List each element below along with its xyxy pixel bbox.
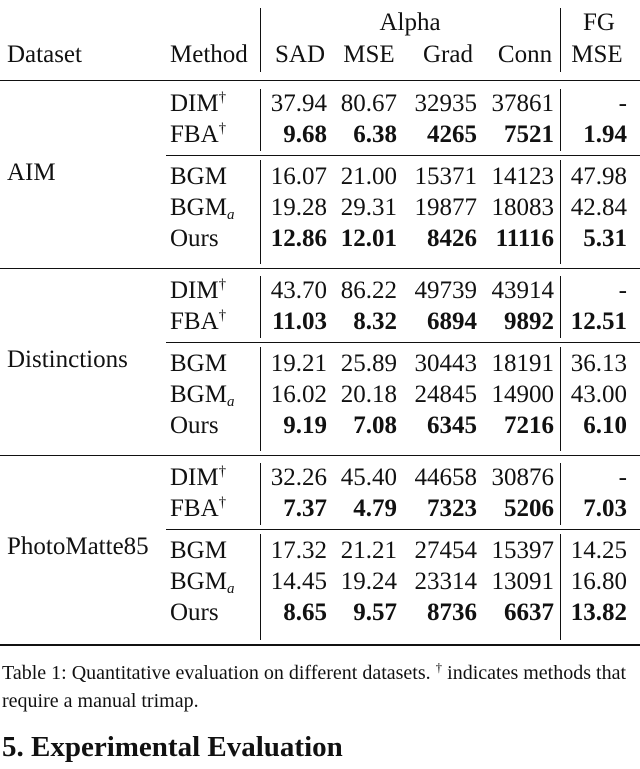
metric-cell: 15371: [414, 163, 477, 190]
metric-cell: -: [618, 277, 627, 304]
group-inner-rule: [166, 342, 640, 343]
method-name: BGM: [170, 381, 227, 408]
metric-cell: 9.57: [353, 599, 397, 626]
header-divider-right: [560, 8, 561, 72]
table-bottom-rule: [0, 644, 640, 646]
metric-cell: 27454: [414, 537, 477, 564]
metric-cell: 14.45: [270, 568, 327, 595]
metric-cell: 6.10: [583, 412, 627, 439]
method-cell: [170, 494, 226, 524]
metric-cell: 9.68: [283, 121, 327, 148]
metric-cell: 37.94: [270, 90, 327, 117]
metric-cell: 9892: [504, 308, 554, 335]
metric-cell: 6.38: [353, 121, 397, 148]
header-alpha-group: Alpha: [379, 9, 441, 36]
metric-cell: 19.28: [270, 194, 327, 221]
method-subscript: a: [226, 580, 235, 597]
metric-cell: 8.32: [353, 308, 397, 335]
metric-cell: 7323: [427, 495, 477, 522]
header-bottom-rule: [0, 80, 640, 81]
metric-cell: 5206: [504, 495, 554, 522]
trimap-dagger-mark: †: [218, 463, 227, 480]
metric-cell: 43.00: [570, 381, 627, 408]
metric-cell: 17.32: [270, 537, 327, 564]
metric-cell: 42.84: [570, 194, 627, 221]
method-name: FBA: [170, 308, 219, 335]
method-cell: [170, 307, 226, 337]
method-cell: [170, 349, 227, 379]
method-subscript: a: [226, 206, 235, 223]
metric-cell: 6637: [504, 599, 554, 626]
metric-cell: 43914: [491, 277, 554, 304]
header-metric-mse: MSE: [343, 41, 395, 68]
metric-cell: 45.40: [340, 464, 397, 491]
metric-cell: 23314: [414, 568, 477, 595]
method-cell: [170, 162, 227, 192]
method-name: BGM: [170, 163, 227, 190]
metric-cell: 12.86: [270, 225, 327, 252]
metric-cell: 7.03: [583, 495, 627, 522]
header-metric-sad: SAD: [274, 41, 325, 68]
metric-cell: 36.13: [570, 350, 627, 377]
method-cell: [170, 536, 227, 566]
metric-cell: 19.24: [340, 568, 397, 595]
header-dataset: Dataset: [7, 41, 82, 68]
metric-cell: 14.25: [570, 537, 627, 564]
metric-cell: 7216: [504, 412, 554, 439]
dataset-label: PhotoMatte85: [7, 533, 149, 560]
method-name: FBA: [170, 121, 219, 148]
caption-suffix: indicates methods that require a manual trimap.: [2, 662, 627, 712]
method-name: BGM: [170, 568, 227, 595]
method-name: Ours: [170, 412, 219, 439]
trimap-dagger-mark: †: [218, 307, 227, 324]
method-cell: [170, 120, 226, 150]
metric-cell: 1.94: [583, 121, 627, 148]
method-name: Ours: [170, 225, 219, 252]
metric-cell: 80.67: [340, 90, 397, 117]
metric-cell: 29.31: [340, 194, 397, 221]
method-name: Ours: [170, 599, 219, 626]
method-name: DIM: [170, 464, 219, 491]
metric-cell: 49739: [414, 277, 477, 304]
metric-cell: 11.03: [272, 308, 327, 335]
metric-cell: 16.80: [570, 568, 627, 595]
metric-cell: 21.00: [340, 163, 397, 190]
metric-cell: 20.18: [340, 381, 397, 408]
metric-cell: 6345: [427, 412, 477, 439]
metric-cell: 7521: [504, 121, 554, 148]
metric-cell: 32935: [414, 90, 477, 117]
method-cell: [170, 276, 226, 306]
metric-cell: 14900: [491, 381, 554, 408]
metric-cell: 19877: [414, 194, 477, 221]
metric-cell: 18083: [491, 194, 554, 221]
metric-cell: 16.07: [270, 163, 327, 190]
metric-cell: 32.26: [270, 464, 327, 491]
metric-cell: 8426: [427, 225, 477, 252]
metric-cell: 12.51: [570, 308, 627, 335]
header-metric-grad: Grad: [423, 41, 473, 68]
method-cell: [170, 380, 234, 410]
group-separator-rule: [0, 268, 640, 269]
method-cell: [170, 411, 219, 441]
metric-cell: 8736: [427, 599, 477, 626]
header-metric-conn: Conn: [497, 41, 553, 68]
metric-cell: 18191: [491, 350, 554, 377]
method-cell: [170, 598, 219, 628]
dataset-label: Distinctions: [7, 346, 128, 373]
metric-cell: 9.19: [283, 412, 327, 439]
header-divider-left: [260, 8, 261, 72]
metric-cell: 7.08: [353, 412, 397, 439]
trimap-dagger-mark: †: [218, 494, 227, 511]
method-cell: [170, 567, 234, 597]
metric-cell: 4.79: [353, 495, 397, 522]
method-name: DIM: [170, 90, 219, 117]
metric-cell: 6894: [427, 308, 477, 335]
metric-cell: 24845: [414, 381, 477, 408]
trimap-dagger-mark: †: [218, 89, 227, 106]
metric-cell: 86.22: [340, 277, 397, 304]
method-cell: [170, 193, 234, 223]
metric-cell: 16.02: [270, 381, 327, 408]
method-name: BGM: [170, 194, 227, 221]
method-name: DIM: [170, 277, 219, 304]
header-metric-fg-mse: MSE: [571, 41, 623, 68]
header-method: Method: [170, 41, 248, 68]
metric-cell: -: [618, 90, 627, 117]
group-inner-rule: [166, 529, 640, 530]
metric-cell: 13.82: [570, 599, 627, 626]
caption-dagger: †: [435, 659, 443, 675]
trimap-dagger-mark: †: [218, 120, 227, 137]
method-subscript: a: [226, 393, 235, 410]
method-cell: [170, 224, 219, 254]
metric-cell: 14123: [491, 163, 554, 190]
method-name: BGM: [170, 537, 227, 564]
metric-cell: 15397: [491, 537, 554, 564]
method-name: FBA: [170, 495, 219, 522]
method-name: BGM: [170, 350, 227, 377]
metric-cell: 43.70: [270, 277, 327, 304]
metric-cell: 11116: [495, 225, 554, 252]
metric-cell: 13091: [491, 568, 554, 595]
metric-cell: 19.21: [270, 350, 327, 377]
metric-cell: 30443: [414, 350, 477, 377]
group-separator-rule: [0, 455, 640, 456]
metric-cell: 8.65: [283, 599, 327, 626]
metric-cell: 44658: [414, 464, 477, 491]
trimap-dagger-mark: †: [218, 276, 227, 293]
metric-cell: 25.89: [340, 350, 397, 377]
metric-cell: 21.21: [340, 537, 397, 564]
metric-cell: 5.31: [583, 225, 627, 252]
metric-cell: 47.98: [570, 163, 627, 190]
metric-cell: 4265: [427, 121, 477, 148]
metric-cell: 37861: [491, 90, 554, 117]
section-heading: 5. Experimental Evaluation: [2, 731, 343, 763]
table-caption: [2, 659, 638, 715]
dataset-label: AIM: [7, 159, 56, 186]
metric-cell: 12.01: [340, 225, 397, 252]
method-cell: [170, 89, 226, 119]
metric-cell: 7.37: [283, 495, 327, 522]
header-fg-group: FG: [583, 9, 615, 36]
group-inner-rule: [166, 155, 640, 156]
metric-cell: -: [618, 464, 627, 491]
metric-cell: 30876: [491, 464, 554, 491]
method-cell: [170, 463, 226, 493]
caption-prefix: Table 1: Quantitative evaluation on different datasets.: [2, 662, 431, 684]
